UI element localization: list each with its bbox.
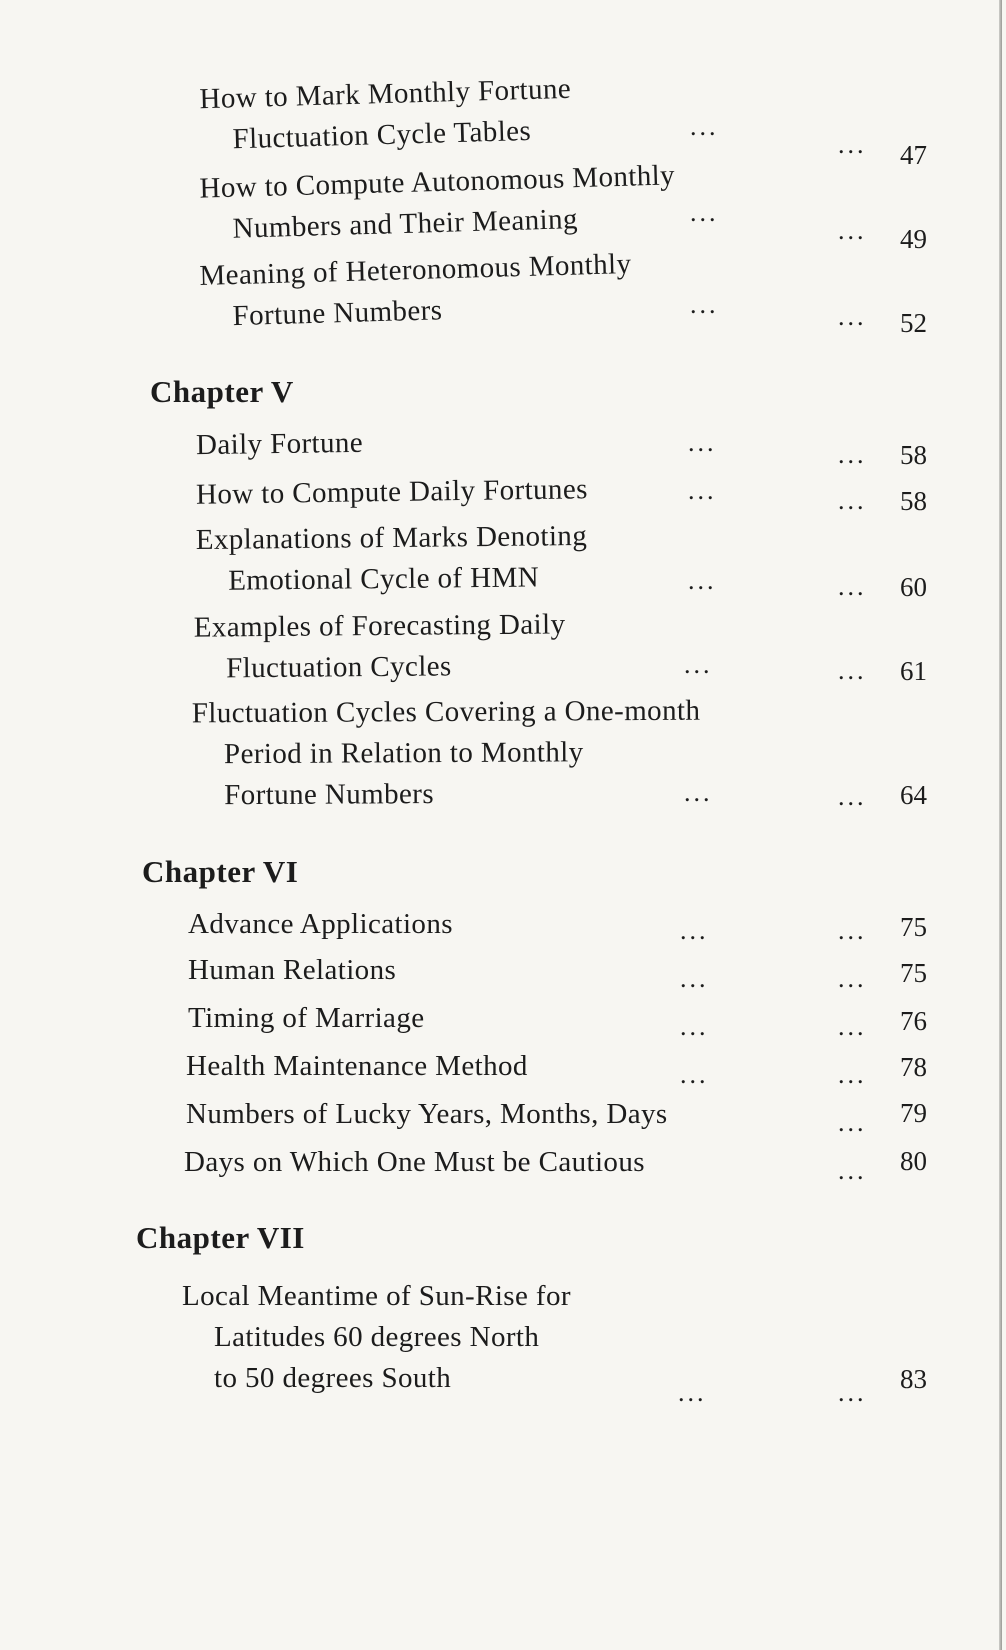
dot-leader: ... [838, 440, 867, 469]
toc-entry-title-line: Fluctuation Cycle Tables [232, 114, 532, 156]
toc-entry-title-line: Fortune Numbers [224, 778, 435, 812]
toc-entry-title-line: Advance Applications [188, 908, 453, 940]
dot-leader: ... [838, 1060, 867, 1089]
dot-leader: ... [678, 1378, 707, 1407]
dot-leader: ... [838, 216, 867, 245]
toc-entry-title-line: How to Compute Daily Fortunes [195, 473, 589, 511]
toc-entry [188, 904, 453, 945]
toc-entry-title-line: Days on Which One Must be Cautious [184, 1146, 645, 1178]
toc-entry [199, 244, 633, 338]
toc-entry-title-line: Latitudes 60 degrees North [214, 1321, 540, 1353]
toc-entry-page: 78 [900, 1052, 927, 1082]
toc-entry [199, 155, 677, 250]
dot-leader: ... [838, 572, 867, 601]
toc-entry-page: 83 [900, 1364, 927, 1394]
toc-entry [186, 1094, 668, 1135]
dot-leader: ... [680, 916, 709, 945]
toc-entry-page: 80 [900, 1146, 927, 1176]
dot-leader: ... [838, 302, 867, 331]
dot-leader: ... [838, 782, 867, 811]
dot-leader: ... [690, 290, 719, 319]
toc-entry [184, 1142, 645, 1183]
toc-entry-title-line: to 50 degrees South [214, 1362, 452, 1394]
toc-entry [199, 69, 573, 161]
toc-entry-title-line: Fortune Numbers [232, 294, 443, 333]
toc-entry-page: 60 [900, 572, 927, 602]
dot-leader: ... [680, 1060, 709, 1089]
toc-entry-title-line: Period in Relation to Monthly [223, 736, 584, 771]
toc-entry-title-line: Examples of Forecasting Daily [193, 608, 566, 644]
dot-leader: ... [684, 650, 713, 679]
toc-entry-page: 58 [900, 440, 927, 470]
toc-entry-title-line: Numbers and Their Meaning [232, 203, 579, 245]
toc-entry-title-line: Fluctuation Cycles [226, 650, 452, 685]
dot-leader: ... [690, 198, 719, 227]
toc-entry [188, 950, 396, 991]
toc-entry-title-line: Health Maintenance Method [186, 1050, 528, 1082]
chapter-heading: Chapter VI [142, 854, 299, 889]
toc-entry-page: 47 [900, 140, 927, 170]
toc-entry [188, 998, 425, 1039]
dot-leader: ... [838, 1012, 867, 1041]
dot-leader: ... [838, 1156, 867, 1185]
dot-leader: ... [838, 964, 867, 993]
chapter-heading: Chapter VII [136, 1220, 305, 1255]
toc-entry-title-line: Timing of Marriage [188, 1002, 425, 1034]
dot-leader: ... [838, 130, 867, 159]
chapter-heading: Chapter V [150, 374, 294, 409]
dot-leader: ... [688, 428, 717, 457]
toc-entry-title-line: Local Meantime of Sun-Rise for [182, 1280, 571, 1312]
toc-entry-page: 79 [900, 1098, 927, 1128]
toc-entry [196, 423, 364, 466]
toc-entry-title-line: Emotional Cycle of HMN [228, 561, 540, 597]
toc-entry [196, 516, 588, 602]
dot-leader: ... [838, 1378, 867, 1407]
toc-entry-title-line: Meaning of Heteronomous Monthly [199, 247, 632, 293]
toc-entry [182, 1276, 571, 1399]
toc-entry-page: 76 [900, 1006, 927, 1036]
toc-entry [186, 1046, 528, 1087]
toc-entry-title-line: Explanations of Marks Denoting [195, 519, 588, 557]
toc-entry-title-line: Human Relations [188, 954, 397, 986]
dot-leader: ... [838, 656, 867, 685]
toc-entry-page: 61 [900, 656, 927, 686]
toc-entry-page: 64 [900, 780, 927, 810]
toc-entry-page: 52 [900, 308, 927, 338]
toc-entry-page: 75 [900, 958, 927, 988]
dot-leader: ... [680, 1012, 709, 1041]
dot-leader: ... [690, 112, 719, 141]
toc-entry [196, 469, 588, 515]
dot-leader: ... [838, 916, 867, 945]
toc-entry [192, 691, 701, 817]
dot-leader: ... [680, 964, 709, 993]
toc-entry-title-line: Numbers of Lucky Years, Months, Days [186, 1098, 668, 1130]
dot-leader: ... [688, 566, 717, 595]
toc-entry-title-line: Fluctuation Cycles Covering a One-month [191, 694, 701, 730]
dot-leader: ... [838, 486, 867, 515]
dot-leader: ... [688, 476, 717, 505]
toc-entry-title-line: How to Mark Monthly Fortune [199, 72, 572, 116]
toc-entry-page: 75 [900, 912, 927, 942]
toc-entry [194, 604, 566, 689]
toc-entry-page: 58 [900, 486, 927, 516]
toc-entry-title-line: How to Compute Autonomous Monthly [199, 159, 676, 205]
toc-entry-page: 49 [900, 224, 927, 254]
dot-leader: ... [838, 1108, 867, 1137]
toc-entry-title-line: Daily Fortune [195, 426, 364, 462]
dot-leader: ... [684, 778, 713, 807]
